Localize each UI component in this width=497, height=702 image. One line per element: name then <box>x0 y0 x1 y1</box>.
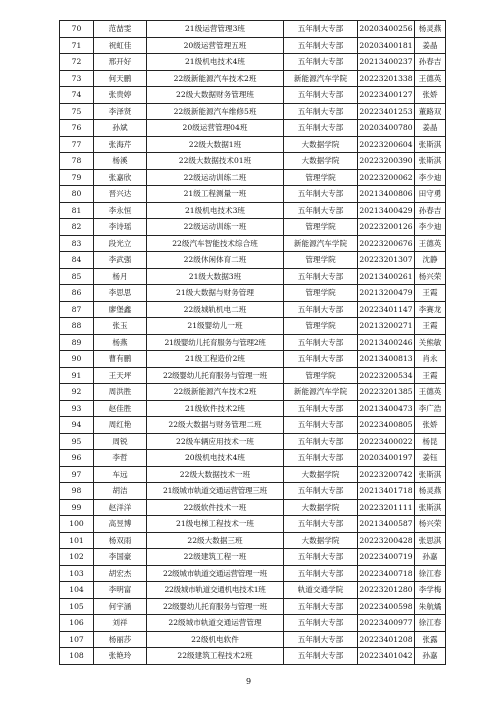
college-name: 管理学院 <box>284 367 358 384</box>
college-name: 五年制大专部 <box>284 87 358 104</box>
student-name: 晋兴达 <box>94 186 147 203</box>
college-name: 五年制大专部 <box>284 21 358 38</box>
student-id: 20223201111 <box>358 499 415 516</box>
row-number: 99 <box>60 499 94 516</box>
row-number: 82 <box>60 219 94 236</box>
student-name: 廖堡鑫 <box>94 301 147 318</box>
row-number: 85 <box>60 268 94 285</box>
table-row <box>60 219 446 236</box>
teacher-name: 杨兴荣 <box>415 516 446 533</box>
row-number: 79 <box>60 169 94 186</box>
student-name: 张贵婷 <box>94 87 147 104</box>
student-id: 20223200126 <box>358 219 415 236</box>
teacher-name: 李少迪 <box>415 169 446 186</box>
class-name: 22级大数据财务管理班 <box>147 87 284 104</box>
student-name: 李国豪 <box>94 549 147 566</box>
class-name: 22级建筑工程一班 <box>147 549 284 566</box>
college-name: 管理学院 <box>284 252 358 269</box>
teacher-name: 杨灵燕 <box>415 483 446 500</box>
college-name: 五年制大专部 <box>284 186 358 203</box>
class-name: 21级电梯工程技术一班 <box>147 516 284 533</box>
college-name: 管理学院 <box>284 169 358 186</box>
row-number: 90 <box>60 351 94 368</box>
table-row <box>60 384 446 401</box>
student-name: 邢开好 <box>94 54 147 71</box>
table-row <box>60 186 446 203</box>
teacher-name: 李广浩 <box>415 400 446 417</box>
student-id: 20223200534 <box>358 367 415 384</box>
student-id: 20203400197 <box>358 450 415 467</box>
table-row <box>60 615 446 632</box>
class-name: 20级机电技术4班 <box>147 450 284 467</box>
teacher-name: 杨兴荣 <box>415 268 446 285</box>
teacher-name: 王霞 <box>415 318 446 335</box>
row-number: 86 <box>60 285 94 302</box>
student-name: 李武强 <box>94 252 147 269</box>
student-name: 段光立 <box>94 235 147 252</box>
college-name: 新能源汽车学院 <box>284 235 358 252</box>
teacher-name: 田守勇 <box>415 186 446 203</box>
college-name: 大数据学院 <box>284 136 358 153</box>
student-name: 周红艳 <box>94 417 147 434</box>
row-number: 94 <box>60 417 94 434</box>
student-name: 杨月 <box>94 268 147 285</box>
teacher-name: 孙春吉 <box>415 202 446 219</box>
table-row <box>60 37 446 54</box>
college-name: 五年制大专部 <box>284 301 358 318</box>
row-number: 76 <box>60 120 94 137</box>
student-id: 20213200271 <box>358 318 415 335</box>
row-number: 70 <box>60 21 94 38</box>
row-number: 80 <box>60 186 94 203</box>
row-number: 84 <box>60 252 94 269</box>
class-name: 21级大数据3班 <box>147 268 284 285</box>
student-id: 20223201385 <box>358 384 415 401</box>
row-number: 91 <box>60 367 94 384</box>
college-name: 管理学院 <box>284 285 358 302</box>
class-name: 21级工程测量一班 <box>147 186 284 203</box>
row-number: 89 <box>60 334 94 351</box>
student-id: 20213400473 <box>358 400 415 417</box>
teacher-name: 徐江春 <box>415 565 446 582</box>
student-name: 张海芹 <box>94 136 147 153</box>
student-id: 20203400256 <box>358 21 415 38</box>
row-number: 81 <box>60 202 94 219</box>
teacher-name: 杨昆 <box>415 433 446 450</box>
student-id: 20223200062 <box>358 169 415 186</box>
college-name: 五年制大专部 <box>284 103 358 120</box>
class-name: 22级车辆应用技术一班 <box>147 433 284 450</box>
college-name: 五年制大专部 <box>284 400 358 417</box>
row-number: 75 <box>60 103 94 120</box>
class-name: 21级机电技术4班 <box>147 54 284 71</box>
student-id: 20213400587 <box>358 516 415 533</box>
student-id: 20213400813 <box>358 351 415 368</box>
table-row <box>60 169 446 186</box>
class-name: 22级建筑工程技术2班 <box>147 648 284 665</box>
row-number: 108 <box>60 648 94 665</box>
student-id: 20223200742 <box>358 466 415 483</box>
row-number: 83 <box>60 235 94 252</box>
college-name: 轨道交通学院 <box>284 582 358 599</box>
college-name: 五年制大专部 <box>284 516 358 533</box>
class-name: 21级机电技术3班 <box>147 202 284 219</box>
student-id: 20213400806 <box>358 186 415 203</box>
college-name: 五年制大专部 <box>284 351 358 368</box>
class-name: 22级新能源汽车维修5班 <box>147 103 284 120</box>
student-name: 李思思 <box>94 285 147 302</box>
teacher-name: 孙嘉 <box>415 549 446 566</box>
teacher-name: 张斯淇 <box>415 153 446 170</box>
student-id: 20223400127 <box>358 87 415 104</box>
college-name: 五年制大专部 <box>284 202 358 219</box>
class-name: 22级运动训练二班 <box>147 169 284 186</box>
row-number: 71 <box>60 37 94 54</box>
student-id: 20223200604 <box>358 136 415 153</box>
student-name: 车远 <box>94 466 147 483</box>
table-row <box>60 631 446 648</box>
student-name: 何天鹏 <box>94 70 147 87</box>
college-name: 新能源汽车学院 <box>284 384 358 401</box>
class-name: 22级城市轨道交通运营管理一班 <box>147 565 284 582</box>
teacher-name: 沈静 <box>415 252 446 269</box>
table-row <box>60 21 446 38</box>
teacher-name: 张露 <box>415 631 446 648</box>
row-number: 97 <box>60 466 94 483</box>
row-number: 98 <box>60 483 94 500</box>
class-name: 22级城市轨道交通机电技术1班 <box>147 582 284 599</box>
class-name: 22级大数据1班 <box>147 136 284 153</box>
table-row <box>60 565 446 582</box>
table-row <box>60 367 446 384</box>
student-name: 孙斌 <box>94 120 147 137</box>
row-number: 106 <box>60 615 94 632</box>
college-name: 五年制大专部 <box>284 433 358 450</box>
student-id: 20223201280 <box>358 582 415 599</box>
student-id: 20223400719 <box>358 549 415 566</box>
teacher-name: 姜晶 <box>415 120 446 137</box>
college-name: 新能源汽车学院 <box>284 70 358 87</box>
class-name: 22级城市轨道交通运营管理 <box>147 615 284 632</box>
student-name: 赵洋洋 <box>94 499 147 516</box>
class-name: 22级运动训练一班 <box>147 219 284 236</box>
class-name: 22级大数据三班 <box>147 532 284 549</box>
table-row <box>60 516 446 533</box>
teacher-name: 李学梅 <box>415 582 446 599</box>
row-number: 77 <box>60 136 94 153</box>
student-name: 张玉 <box>94 318 147 335</box>
row-number: 100 <box>60 516 94 533</box>
teacher-name: 张娇 <box>415 417 446 434</box>
teacher-name: 李少迪 <box>415 219 446 236</box>
college-name: 大数据学院 <box>284 466 358 483</box>
student-name: 张艳玲 <box>94 648 147 665</box>
table-row <box>60 103 446 120</box>
student-name: 范喆雯 <box>94 21 147 38</box>
teacher-name: 王霞 <box>415 367 446 384</box>
table-row <box>60 202 446 219</box>
teacher-name: 关熊敏 <box>415 334 446 351</box>
student-id: 20223200390 <box>358 153 415 170</box>
row-number: 107 <box>60 631 94 648</box>
student-name: 李泽贤 <box>94 103 147 120</box>
teacher-name: 杨灵燕 <box>415 21 446 38</box>
table-row <box>60 318 446 335</box>
teacher-name: 张斯淇 <box>415 136 446 153</box>
table-row <box>60 235 446 252</box>
student-name: 胡洁 <box>94 483 147 500</box>
student-id: 20223201338 <box>358 70 415 87</box>
row-number: 78 <box>60 153 94 170</box>
class-name: 22级婴幼儿托育服务与管理一班 <box>147 367 284 384</box>
student-name: 周洪胜 <box>94 384 147 401</box>
teacher-name: 肖永 <box>415 351 446 368</box>
college-name: 五年制大专部 <box>284 483 358 500</box>
class-name: 21级婴幼儿托育服务与管理2班 <box>147 334 284 351</box>
row-number: 102 <box>60 549 94 566</box>
student-name: 赵佳胜 <box>94 400 147 417</box>
row-number: 92 <box>60 384 94 401</box>
roster-body <box>60 21 446 665</box>
teacher-name: 孙春吉 <box>415 54 446 71</box>
teacher-name: 徐江春 <box>415 615 446 632</box>
table-row <box>60 499 446 516</box>
student-name: 李哲 <box>94 450 147 467</box>
table-row <box>60 87 446 104</box>
table-row <box>60 532 446 549</box>
college-name: 五年制大专部 <box>284 450 358 467</box>
teacher-name: 董路双 <box>415 103 446 120</box>
class-name: 21级大数据与财务管理 <box>147 285 284 302</box>
student-id: 20213400246 <box>358 334 415 351</box>
teacher-name: 姜晶 <box>415 37 446 54</box>
class-name: 22级机电软件 <box>147 631 284 648</box>
college-name: 五年制大专部 <box>284 334 358 351</box>
student-id: 20223401147 <box>358 301 415 318</box>
table-row <box>60 252 446 269</box>
table-row <box>60 153 446 170</box>
student-name: 刘祥 <box>94 615 147 632</box>
table-row <box>60 136 446 153</box>
row-number: 105 <box>60 598 94 615</box>
table-row <box>60 466 446 483</box>
row-number: 96 <box>60 450 94 467</box>
class-name: 21级运营管理3班 <box>147 21 284 38</box>
student-name: 李永恒 <box>94 202 147 219</box>
student-id: 20213401718 <box>358 483 415 500</box>
table-row <box>60 483 446 500</box>
college-name: 管理学院 <box>284 219 358 236</box>
table-row <box>60 54 446 71</box>
student-name: 曹有鹏 <box>94 351 147 368</box>
student-name: 杨燕 <box>94 334 147 351</box>
college-name: 五年制大专部 <box>284 648 358 665</box>
row-number: 74 <box>60 87 94 104</box>
student-id: 20223400022 <box>358 433 415 450</box>
class-name: 22级婴幼儿托育服务与管理一班 <box>147 598 284 615</box>
student-id: 20213400237 <box>358 54 415 71</box>
teacher-name: 张斯淇 <box>415 466 446 483</box>
student-id: 20223401208 <box>358 631 415 648</box>
college-name: 五年制大专部 <box>284 615 358 632</box>
row-number: 87 <box>60 301 94 318</box>
class-name: 22级休闲体育二班 <box>147 252 284 269</box>
table-row <box>60 301 446 318</box>
table-row <box>60 120 446 137</box>
table-row <box>60 450 446 467</box>
student-name: 杨双雨 <box>94 532 147 549</box>
college-name: 五年制大专部 <box>284 417 358 434</box>
row-number: 95 <box>60 433 94 450</box>
class-name: 21级婴幼儿一班 <box>147 318 284 335</box>
table-row <box>60 285 446 302</box>
table-row <box>60 417 446 434</box>
teacher-name: 李赛龙 <box>415 301 446 318</box>
row-number: 104 <box>60 582 94 599</box>
student-id: 20223400977 <box>358 615 415 632</box>
student-name: 胡宏杰 <box>94 565 147 582</box>
student-id: 20223401253 <box>358 103 415 120</box>
row-number: 101 <box>60 532 94 549</box>
student-id: 20203400780 <box>358 120 415 137</box>
table-row <box>60 433 446 450</box>
college-name: 大数据学院 <box>284 499 358 516</box>
student-name: 李明富 <box>94 582 147 599</box>
class-name: 22级大数据与财务管理二班 <box>147 417 284 434</box>
student-name: 张嘉欣 <box>94 169 147 186</box>
table-row <box>60 70 446 87</box>
row-number: 73 <box>60 70 94 87</box>
student-name: 祝虹佳 <box>94 37 147 54</box>
class-name: 22级新能源汽车技术2班 <box>147 70 284 87</box>
college-name: 五年制大专部 <box>284 631 358 648</box>
student-id: 20223200428 <box>358 532 415 549</box>
class-name: 20级运营管理04班 <box>147 120 284 137</box>
student-id: 20223400598 <box>358 598 415 615</box>
row-number: 103 <box>60 565 94 582</box>
student-id: 20223400718 <box>358 565 415 582</box>
page-number: 9 <box>245 677 252 686</box>
table-row <box>60 648 446 665</box>
student-name: 高昱博 <box>94 516 147 533</box>
student-id: 20223201307 <box>358 252 415 269</box>
college-name: 五年制大专部 <box>284 268 358 285</box>
teacher-name: 王德英 <box>415 70 446 87</box>
class-name: 21级工程造价2班 <box>147 351 284 368</box>
table-row <box>60 351 446 368</box>
student-name: 李诗瑶 <box>94 219 147 236</box>
table-row <box>60 334 446 351</box>
student-name: 王天坪 <box>94 367 147 384</box>
class-name: 22级城轨机电二班 <box>147 301 284 318</box>
college-name: 五年制大专部 <box>284 37 358 54</box>
row-number: 93 <box>60 400 94 417</box>
class-name: 22级汽车智能技术综合班 <box>147 235 284 252</box>
table-row <box>60 549 446 566</box>
table-row <box>60 400 446 417</box>
class-name: 21级城市轨道交通运营管理三班 <box>147 483 284 500</box>
teacher-name: 王德英 <box>415 235 446 252</box>
teacher-name: 朱航燏 <box>415 598 446 615</box>
class-name: 22级软件技术一班 <box>147 499 284 516</box>
table-row <box>60 268 446 285</box>
college-name: 五年制大专部 <box>284 565 358 582</box>
student-id: 20213200479 <box>358 285 415 302</box>
class-name: 21级软件技术2班 <box>147 400 284 417</box>
teacher-name: 王德英 <box>415 384 446 401</box>
student-id: 20223401042 <box>358 648 415 665</box>
teacher-name: 张斯淇 <box>415 499 446 516</box>
teacher-name: 张娇 <box>415 87 446 104</box>
student-id: 20213400429 <box>358 202 415 219</box>
student-name: 杨溪 <box>94 153 147 170</box>
teacher-name: 王霞 <box>415 285 446 302</box>
student-roster-table <box>59 20 446 665</box>
teacher-name: 张思淇 <box>415 532 446 549</box>
class-name: 20级运营管理五班 <box>147 37 284 54</box>
student-id: 20203400181 <box>358 37 415 54</box>
student-name: 杨丽莎 <box>94 631 147 648</box>
college-name: 管理学院 <box>284 318 358 335</box>
college-name: 五年制大专部 <box>284 54 358 71</box>
teacher-name: 姜钰 <box>415 450 446 467</box>
teacher-name: 孙嘉 <box>415 648 446 665</box>
table-row <box>60 598 446 615</box>
college-name: 五年制大专部 <box>284 120 358 137</box>
college-name: 五年制大专部 <box>284 598 358 615</box>
student-id: 20213400261 <box>358 268 415 285</box>
student-id: 20223200676 <box>358 235 415 252</box>
student-name: 何宇涵 <box>94 598 147 615</box>
student-id: 20223400805 <box>358 417 415 434</box>
class-name: 22级新能源汽车技术2班 <box>147 384 284 401</box>
student-name: 周锐 <box>94 433 147 450</box>
class-name: 22级大数据技术01班 <box>147 153 284 170</box>
class-name: 22级大数据技术一班 <box>147 466 284 483</box>
college-name: 大数据学院 <box>284 153 358 170</box>
college-name: 大数据学院 <box>284 532 358 549</box>
row-number: 72 <box>60 54 94 71</box>
college-name: 五年制大专部 <box>284 549 358 566</box>
row-number: 88 <box>60 318 94 335</box>
table-row <box>60 582 446 599</box>
